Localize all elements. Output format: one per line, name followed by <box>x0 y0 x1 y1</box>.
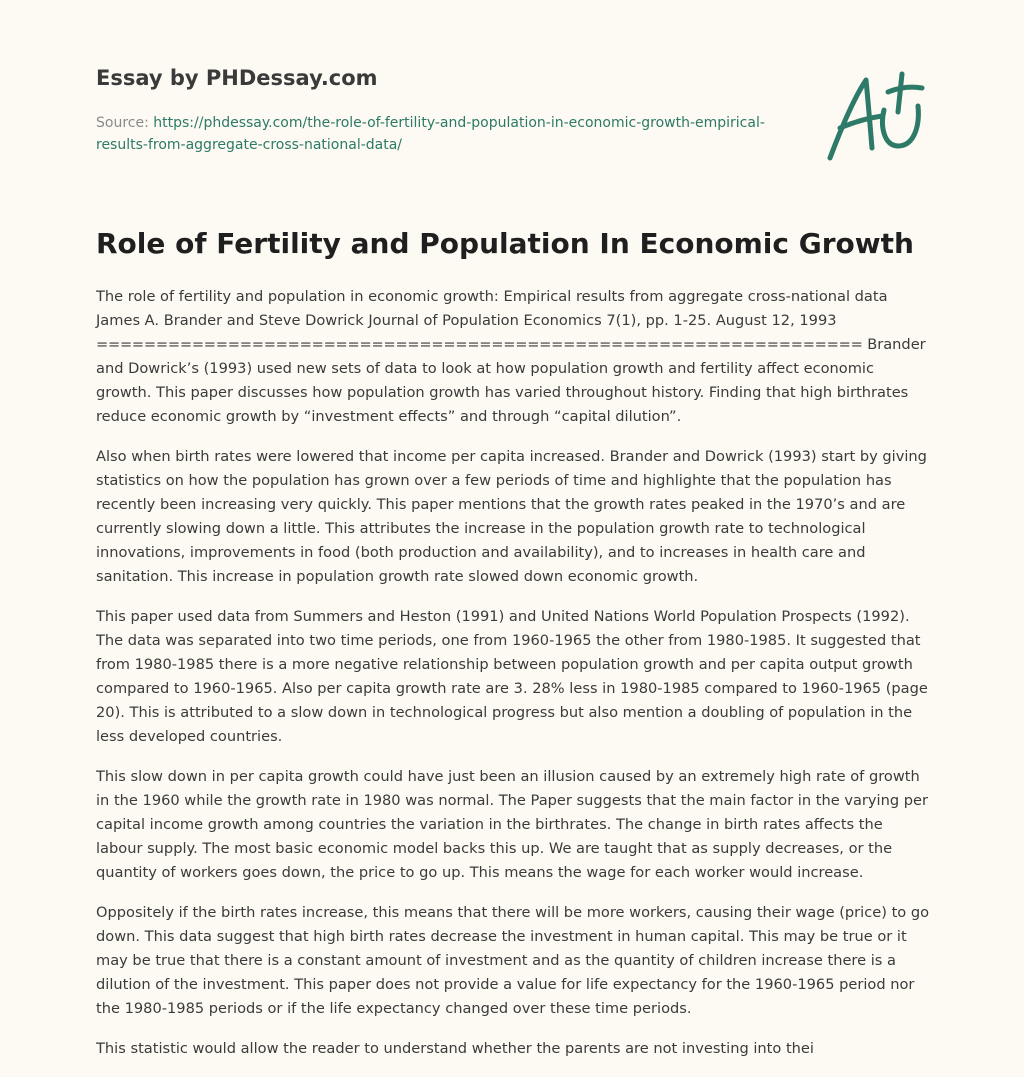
paragraph-6: This statistic would allow the reader to understand whether the parents are not investing into thei <box>96 1040 814 1057</box>
paragraph-1-citation: The role of fertility and population in economic growth: Empirical results from aggregate cross-national data James A. Brander and Steve Dowrick Journal of Population Economics 7(1), pp. 1-25. August 12, 1993 <box>96 288 888 329</box>
paragraph-3: This paper used data from Summers and Heston (1991) and United Nations World Population Prospects (1992). The data was separated into two time periods, one from 1960-1965 the other from 1980-1985. It suggested that from 1980-1985 there is a more negative relationship between population growth and per capita output growth compared to 1960-1965. Also per capita growth rate are 3. 28% less in 1980-1985 compared to 1960-1965 (page 20). This is attributed to a slow down in technological progress but also mention a doubling of population in the less developed countries. <box>96 608 928 745</box>
paragraph-1 <box>96 285 932 429</box>
paragraph-4: This slow down in per capita growth could have just been an illusion caused by an extremely high rate of growth in the 1960 while the growth rate in 1980 was normal. The Paper suggests that the main factor in the varying per capital income growth among countries the variation in the birthrates. The change in birth rates affects the labour supply. The most basic economic model backs this up. We are taught that as supply decreases, or the quantity of workers goes down, the price to go up. This means the wage for each worker would increase. <box>96 768 928 881</box>
site-header <box>96 64 796 156</box>
paragraph-5: Oppositely if the birth rates increase, this means that there will be more workers, causing their wage (price) to go down. This data suggest that high birth rates decrease the investment in human capital. This may be true or it may be true that there is a constant amount of investment and as the quantity of children increase there is a dilution of the investment. This paper does not provide a value for life expectancy for the 1960-1965 period nor the 1980-1985 periods or if the life expectancy changed over these time periods. <box>96 904 930 1017</box>
page-title: Role of Fertility and Population In Economic Growth <box>96 227 914 260</box>
source-line <box>96 112 796 156</box>
article-body <box>96 285 932 1077</box>
a-plus-grade-icon <box>822 66 932 166</box>
paragraph-1-text: Brander and Dowrick’s (1993) used new sets of data to look at how population growth and fertility affect economic growth. This paper discusses how population growth has varied throughout history. Finding that high birthrates reduce economic growth by “investment effects” and through “capital dilution”. <box>96 336 926 425</box>
separator-line: ================================================================ <box>96 336 863 353</box>
source-link[interactable]: https://phdessay.com/the-role-of-fertility-and-population-in-economic-growth-empirical-results-from-aggregate-cross-national-data/ <box>96 115 765 153</box>
brand-title: Essay by PHDessay.com <box>96 66 378 90</box>
source-label: Source: <box>96 115 154 131</box>
paragraph-2: Also when birth rates were lowered that income per capita increased. Brander and Dowrick (1993) start by giving statistics on how the population has grown over a few periods of time and highlighte that the population has recently been increasing very quickly. This paper mentions that the growth rates peaked in the 1970’s and are currently slowing down a little. This attributes the increase in the population growth rate to technological innovations, improvements in food (both production and availability), and to increases in health care and sanitation. This increase in population growth rate slowed down economic growth. <box>96 448 927 585</box>
